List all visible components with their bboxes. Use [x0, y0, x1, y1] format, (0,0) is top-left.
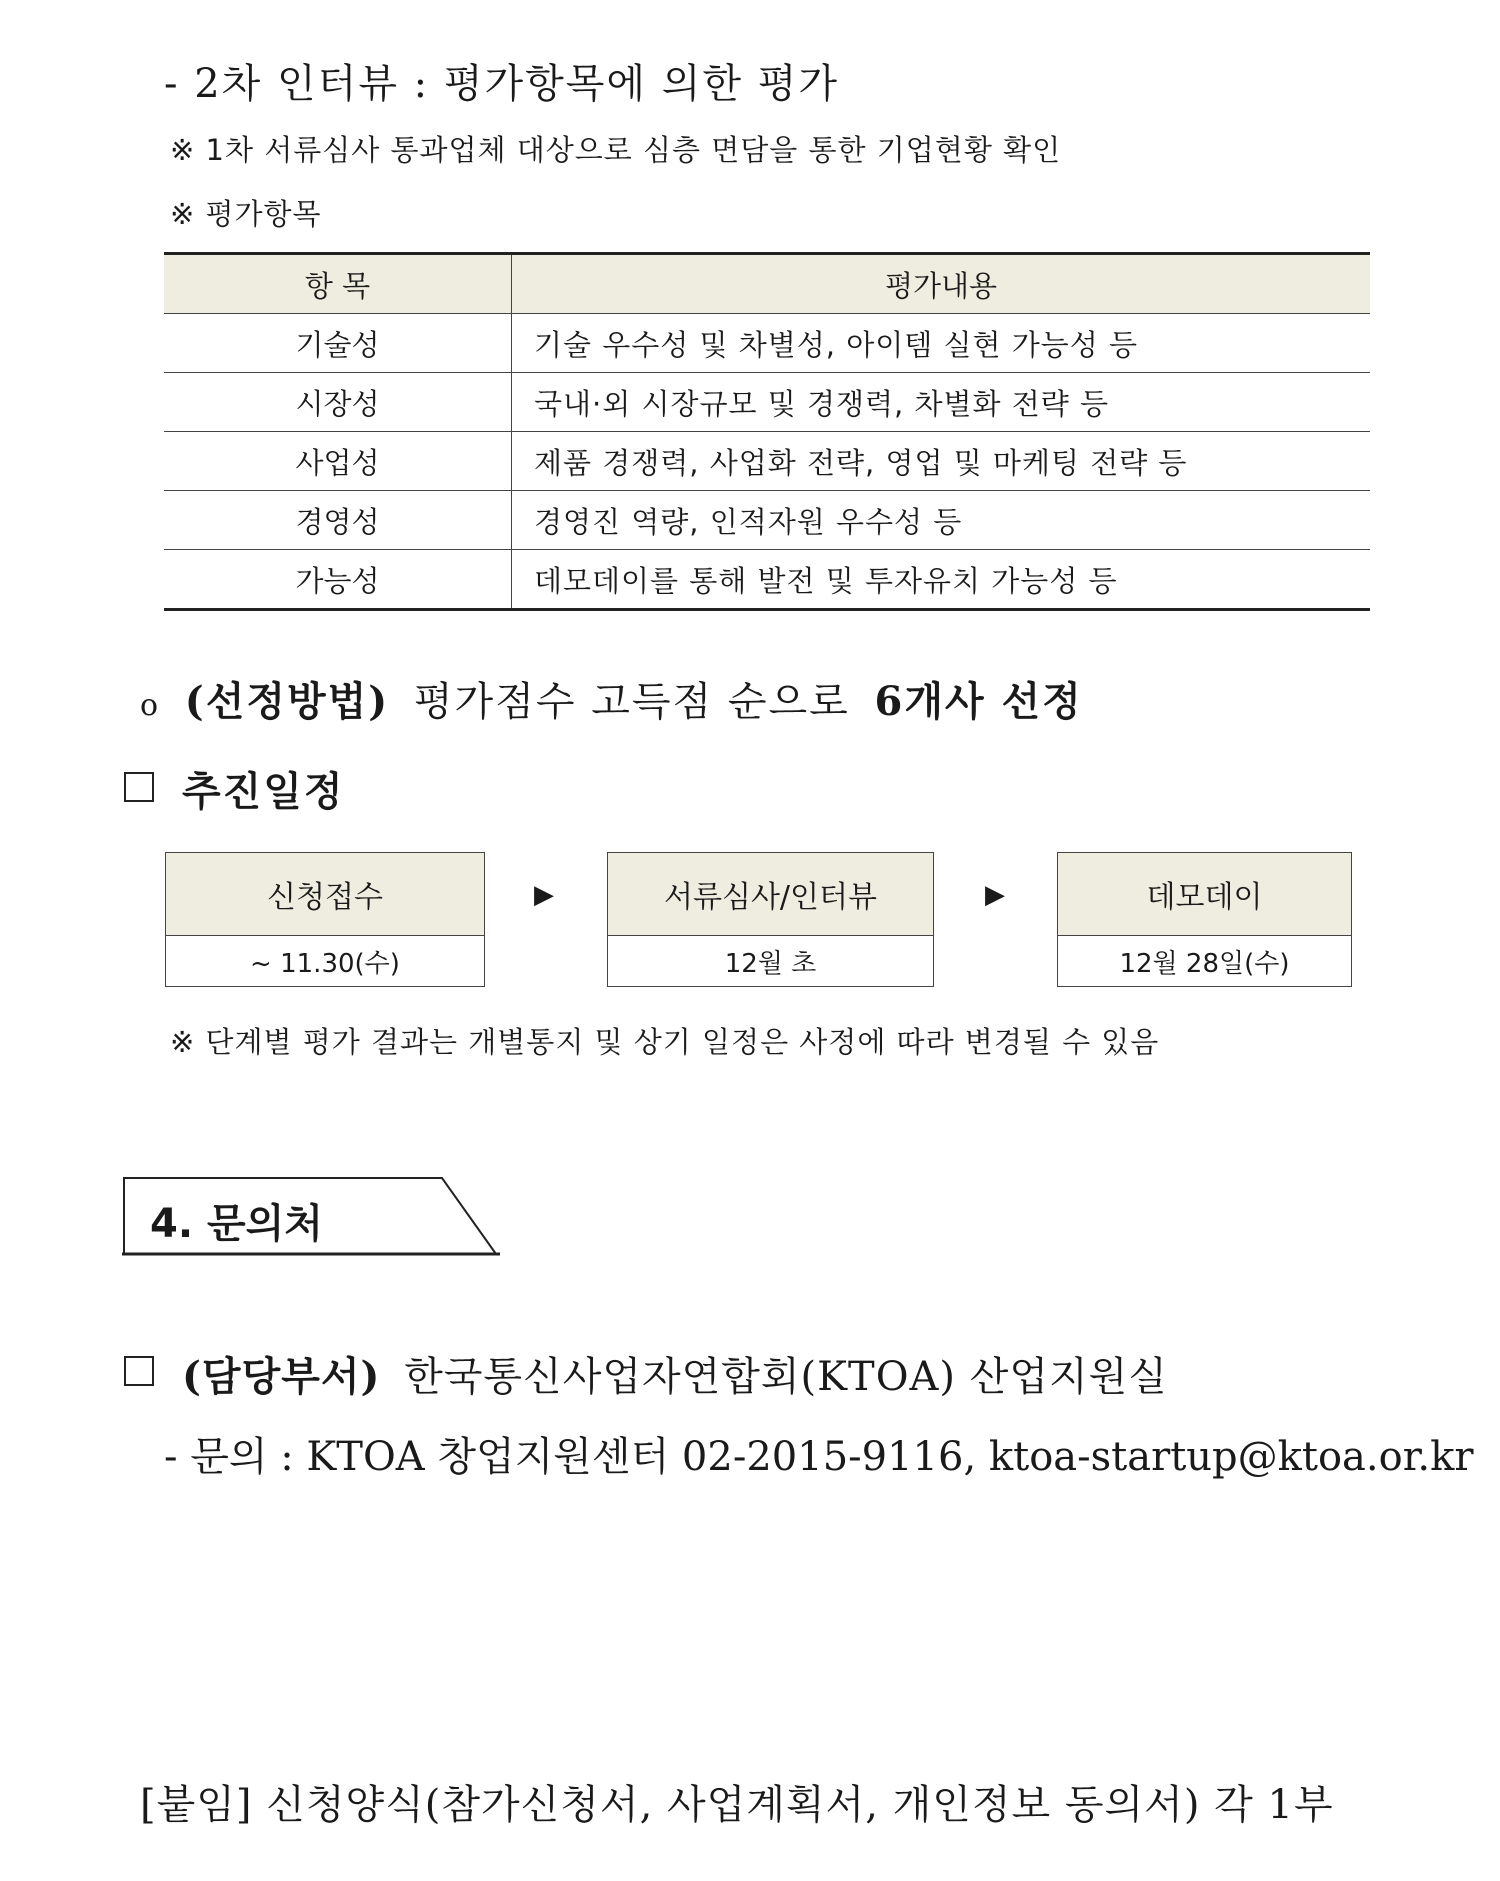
step-name: 서류심사/인터뷰 — [608, 853, 933, 936]
arrow-right-icon: ▶ — [534, 880, 554, 910]
selection-emphasis: 6개사 선정 — [874, 678, 1083, 725]
evaluation-table — [164, 252, 1370, 611]
row-content: 데모데이를 통해 발전 및 투자유치 가능성 등 — [512, 550, 1371, 610]
interview-note: ※ 1차 서류심사 통과업체 대상으로 심층 면담을 통한 기업현황 확인 — [170, 133, 1062, 167]
checkbox-icon — [124, 772, 154, 802]
dept-text: 한국통신사업자연합회(KTOA) 산업지원실 — [404, 1354, 1168, 1400]
schedule-title: 추진일정 — [182, 769, 345, 815]
step-name: 신청접수 — [166, 853, 484, 936]
step-name: 데모데이 — [1058, 853, 1351, 936]
table-row — [164, 314, 1370, 373]
table-row — [164, 550, 1370, 610]
row-item: 가능성 — [164, 550, 512, 610]
row-item: 기술성 — [164, 314, 512, 373]
row-content: 국내·외 시장규모 및 경쟁력, 차별화 전략 등 — [512, 373, 1371, 432]
header-item: 항 목 — [164, 254, 512, 314]
attachment-line: [붙임] 신청양식(참가신청서, 사업계획서, 개인정보 동의서) 각 1부 — [140, 1782, 1334, 1828]
step-date: 12월 28일(수) — [1119, 948, 1290, 979]
selection-text: 평가점수 고득점 순으로 — [413, 679, 850, 725]
dept-label: (담당부서) — [182, 1353, 381, 1400]
step-date: 12월 초 — [724, 948, 817, 979]
selection-method — [140, 670, 1083, 727]
section-title: 4. 문의처 — [150, 1201, 323, 1247]
selection-label: (선정방법) — [184, 678, 390, 725]
header-content: 평가내용 — [512, 254, 1371, 314]
row-item: 사업성 — [164, 432, 512, 491]
table-row — [164, 373, 1370, 432]
table-row — [164, 491, 1370, 550]
eval-items-note: ※ 평가항목 — [170, 197, 322, 231]
checkbox-icon — [124, 1356, 154, 1386]
table-row — [164, 432, 1370, 491]
contact-dept — [182, 1345, 1168, 1402]
arrow-right-icon: ▶ — [985, 880, 1005, 910]
schedule-step — [165, 852, 485, 987]
schedule-step — [607, 852, 934, 987]
row-content: 제품 경쟁력, 사업화 전략, 영업 및 마케팅 전략 등 — [512, 432, 1371, 491]
bullet: o — [140, 688, 161, 723]
step-date: ~ 11.30(수) — [250, 948, 400, 979]
contact-inquiry: - 문의 : KTOA 창업지원센터 02-2015-9116, ktoa-startup@ktoa.or.kr — [164, 1434, 1474, 1480]
table-header-row — [164, 254, 1370, 314]
row-item: 경영성 — [164, 491, 512, 550]
schedule-step — [1057, 852, 1352, 987]
interview-line: - 2차 인터뷰 : 평가항목에 의한 평가 — [164, 61, 840, 107]
row-content: 경영진 역량, 인적자원 우수성 등 — [512, 491, 1371, 550]
schedule-note: ※ 단계별 평가 결과는 개별통지 및 상기 일정은 사정에 따라 변경될 수 있음 — [170, 1025, 1160, 1059]
row-content: 기술 우수성 및 차별성, 아이템 실현 가능성 등 — [512, 314, 1371, 373]
row-item: 시장성 — [164, 373, 512, 432]
